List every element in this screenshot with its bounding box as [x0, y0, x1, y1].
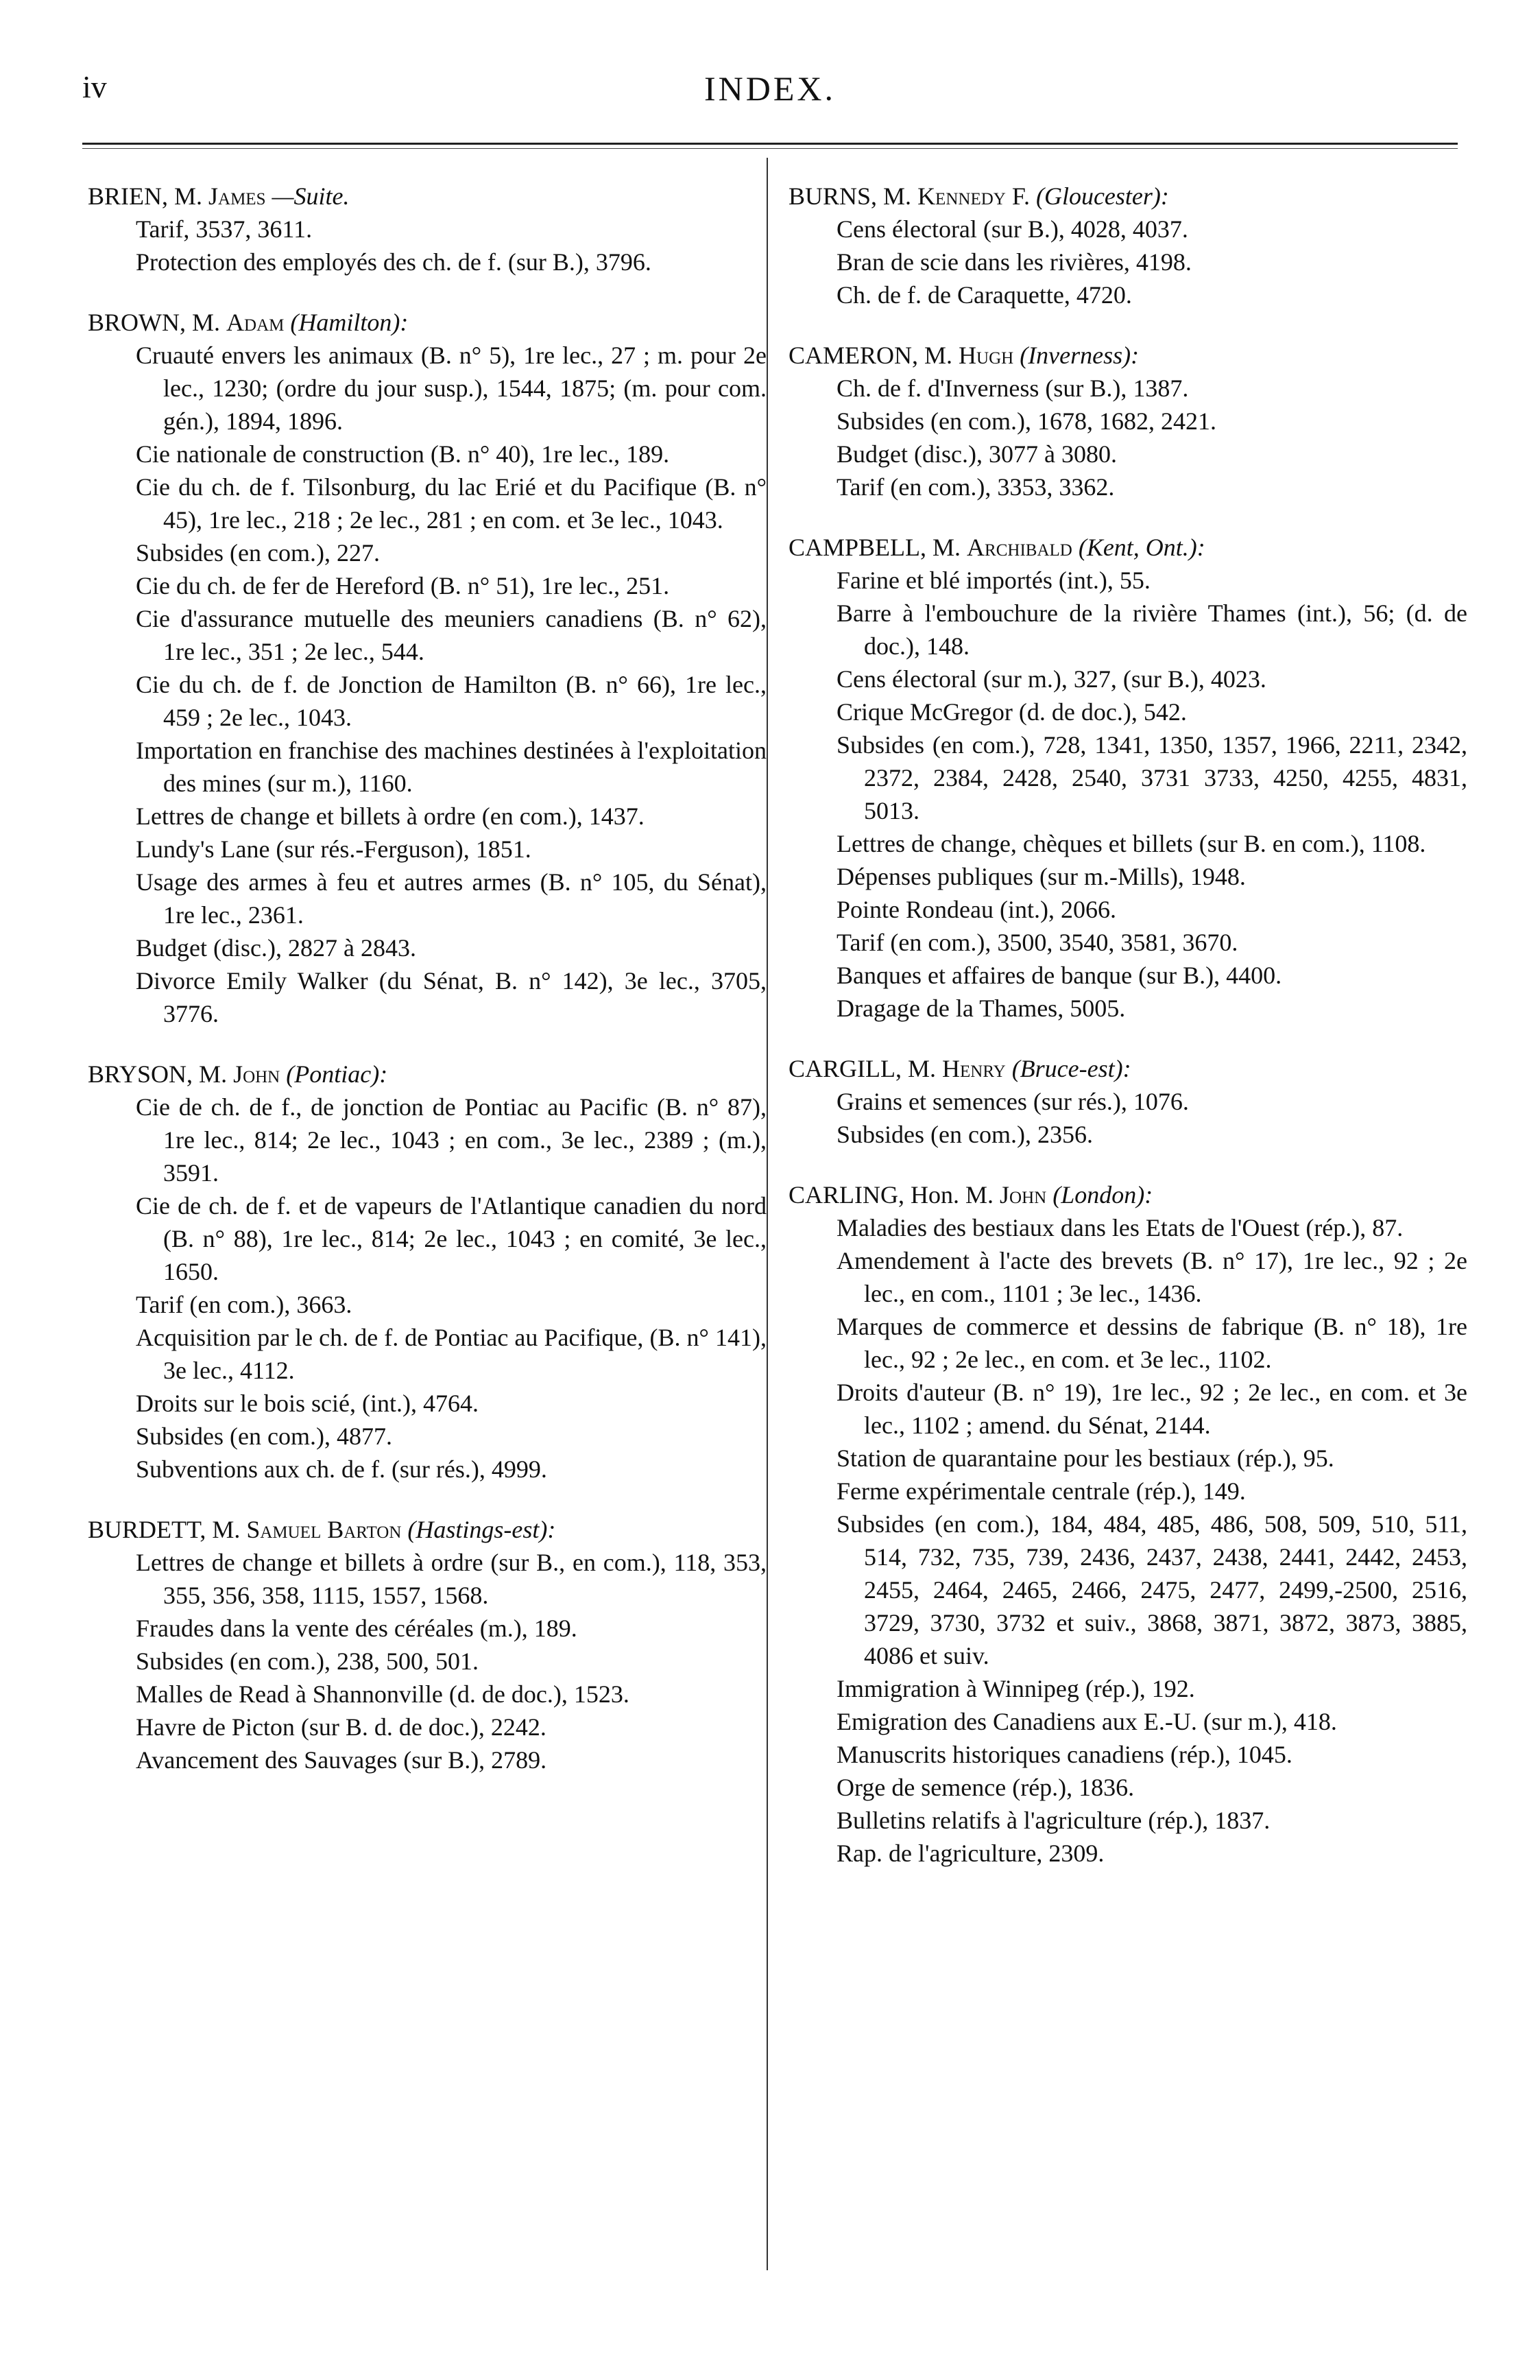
entry-item: Lundy's Lane (sur rés.-Ferguson), 1851. — [136, 835, 531, 863]
entry-item: Tarif (en com.), 3500, 3540, 3581, 3670. — [837, 929, 1238, 956]
entry-item: Droits d'auteur (B. n° 19), 1re lec., 92 ; 2e lec., en com. et 3e lec., 1102 ; amend. du Sénat, 2144. — [837, 1379, 1467, 1439]
member-seat: (London): — [1052, 1181, 1153, 1209]
entry-item: Amendement à l'acte des brevets (B. n° 17), 1re lec., 92 ; 2e lec., en com., 1101 ; 3e lec., 1436. — [837, 1247, 1467, 1307]
member-name: CARGILL, M. — [789, 1055, 936, 1082]
entry-item: Immigration à Winnipeg (rép.), 192. — [837, 1675, 1195, 1702]
member-name: BROWN, M. — [88, 309, 221, 336]
entry-item: Acquisition par le ch. de f. de Pontiac au Pacifique, (B. n° 141), 3e lec., 4112. — [136, 1324, 767, 1384]
member-given-name: John — [233, 1060, 280, 1088]
member-seat: (Hamilton): — [290, 309, 409, 336]
entry-item: Cie du ch. de f. Tilsonburg, du lac Erié et du Pacifique (B. n° 45), 1re lec., 218 ; 2e lec., 281 ; en com. et 3e lec., 1043. — [136, 473, 767, 534]
entry-item: Manuscrits historiques canadiens (rép.), 1045. — [837, 1741, 1292, 1768]
entry-item: Droits sur le bois scié, (int.), 4764. — [136, 1390, 479, 1417]
entry-item: Subsides (en com.), 4877. — [136, 1423, 392, 1450]
entry-item: Subsides (en com.), 227. — [136, 539, 380, 567]
member-given-name: Henry — [942, 1055, 1006, 1082]
entry-item: Divorce Emily Walker (du Sénat, B. n° 142), 3e lec., 3705, 3776. — [136, 967, 767, 1027]
member-seat: (Kent, Ont.): — [1078, 534, 1205, 561]
entry-heading — [88, 1513, 767, 1546]
entry-heading — [789, 180, 1467, 213]
entry-item: Grains et semences (sur rés.), 1076. — [837, 1088, 1189, 1115]
member-given-name: John — [1000, 1181, 1047, 1209]
index-entry — [88, 306, 767, 1030]
entry-item: Protection des employés des ch. de f. (sur B.), 3796. — [136, 248, 651, 276]
index-entry — [88, 1058, 767, 1486]
index-entry — [88, 180, 767, 278]
entry-item: Subsides (en com.), 1678, 1682, 2421. — [837, 407, 1216, 435]
entry-item: Ch. de f. d'Inverness (sur B.), 1387. — [837, 374, 1189, 402]
member-given-name: Archibald — [967, 534, 1072, 561]
entry-item: Malles de Read à Shannonville (d. de doc.), 1523. — [136, 1680, 629, 1708]
entry-item: Dépenses publiques (sur m.-Mills), 1948. — [837, 863, 1246, 890]
member-given-name: Kennedy F. — [917, 182, 1030, 210]
member-name: BRYSON, M. — [88, 1060, 228, 1088]
entry-heading — [789, 339, 1467, 372]
entry-item: Subsides (en com.), 728, 1341, 1350, 1357, 1966, 2211, 2342, 2372, 2384, 2428, 2540, 3731 3733, 4250, 4255, 4831, 5013. — [837, 731, 1467, 824]
entry-item: Budget (disc.), 3077 à 3080. — [837, 440, 1117, 468]
entry-item: Marques de commerce et dessins de fabrique (B. n° 18), 1re lec., 92 ; 2e lec., en com. et 3e lec., 1102. — [837, 1313, 1467, 1373]
entry-item: Emigration des Canadiens aux E.-U. (sur m.), 418. — [837, 1708, 1337, 1735]
page-header — [82, 69, 1458, 117]
entry-heading — [88, 1058, 767, 1091]
entry-item: Tarif, 3537, 3611. — [136, 215, 313, 243]
entry-item: Maladies des bestiaux dans les Etats de l'Ouest (rép.), 87. — [837, 1214, 1404, 1241]
member-name: BRIEN, M. — [88, 182, 203, 210]
entry-item: Lettres de change et billets à ordre (sur B., en com.), 118, 353, 355, 356, 358, 1115, 1557, 1568. — [136, 1549, 767, 1609]
entry-item: Orge de semence (rép.), 1836. — [837, 1774, 1135, 1801]
entry-item: Cens électoral (sur m.), 327, (sur B.), 4023. — [837, 665, 1266, 693]
entry-item: Subsides (en com.), 238, 500, 501. — [136, 1647, 479, 1675]
member-seat: —Suite. — [272, 182, 350, 210]
header-rule-thin — [82, 148, 1458, 149]
entry-item: Station de quarantaine pour les bestiaux (rép.), 95. — [837, 1444, 1334, 1472]
member-name: BURNS, M. — [789, 182, 912, 210]
member-seat: (Gloucester): — [1035, 182, 1169, 210]
entry-item: Cie du ch. de f. de Jonction de Hamilton (B. n° 66), 1re lec., 459 ; 2e lec., 1043. — [136, 671, 767, 731]
entry-item: Crique McGregor (d. de doc.), 542. — [837, 698, 1187, 726]
entry-item: Subventions aux ch. de f. (sur rés.), 4999. — [136, 1455, 547, 1483]
entry-item: Cie d'assurance mutuelle des meuniers canadiens (B. n° 62), 1re lec., 351 ; 2e lec., 544. — [136, 605, 767, 665]
member-name: CAMERON, M. — [789, 342, 953, 369]
entry-item: Dragage de la Thames, 5005. — [837, 995, 1126, 1022]
entry-item: Subsides (en com.), 184, 484, 485, 486, 508, 509, 510, 511, 514, 732, 735, 739, 2436, 2437, 2438, 2441, 2442, 2453, 2455, 2464, 2465, 2466, 2475, 2477, 2499,-2500, 2516, 3729, 3730, 3732 et suiv., 3868, 3871, 3872, 3873, 3885, 4086 et suiv. — [837, 1510, 1467, 1669]
entry-heading — [789, 531, 1467, 564]
entry-item: Lettres de change et billets à ordre (en com.), 1437. — [136, 802, 645, 830]
member-given-name: James — [208, 182, 266, 210]
index-entry — [789, 531, 1467, 1025]
entry-item: Ferme expérimentale centrale (rép.), 149. — [837, 1477, 1246, 1505]
page-number: iv — [82, 69, 107, 104]
entry-item: Cie de ch. de f. et de vapeurs de l'Atlantique canadien du nord (B. n° 88), 1re lec., 814; 2e lec., 1043 ; en comité, 3e lec., 1650. — [136, 1192, 767, 1285]
entry-item: Banques et affaires de banque (sur B.), 4400. — [837, 962, 1282, 989]
index-entry — [88, 1513, 767, 1776]
member-seat: (Hastings-est): — [407, 1516, 556, 1543]
entry-item: Budget (disc.), 2827 à 2843. — [136, 934, 416, 962]
entry-item: Subsides (en com.), 2356. — [837, 1121, 1093, 1148]
member-seat: (Inverness): — [1020, 342, 1140, 369]
entry-item: Usage des armes à feu et autres armes (B. n° 105, du Sénat), 1re lec., 2361. — [136, 868, 767, 929]
entry-item: Pointe Rondeau (int.), 2066. — [837, 896, 1116, 923]
entry-item: Bulletins relatifs à l'agriculture (rép.), 1837. — [837, 1807, 1271, 1834]
member-given-name: Adam — [226, 309, 285, 336]
right-column — [789, 180, 1467, 1897]
entry-heading — [789, 1178, 1467, 1211]
entry-item: Importation en franchise des machines destinées à l'exploitation des mines (sur m.), 1160. — [136, 737, 767, 797]
entry-item: Cie de ch. de f., de jonction de Pontiac au Pacific (B. n° 87), 1re lec., 814; 2e lec., 1043 ; en com., 3e lec., 2389 ; (m.), 3591. — [136, 1093, 767, 1187]
member-name: CAMPBELL, M. — [789, 534, 961, 561]
member-name: BURDETT, M. — [88, 1516, 241, 1543]
member-name: CARLING, Hon. M. — [789, 1181, 994, 1209]
entry-item: Farine et blé importés (int.), 55. — [837, 567, 1151, 594]
index-entry — [789, 1178, 1467, 1870]
entry-item: Bran de scie dans les rivières, 4198. — [837, 248, 1192, 276]
entry-item: Tarif (en com.), 3663. — [136, 1291, 352, 1318]
entry-item: Rap. de l'agriculture, 2309. — [837, 1840, 1105, 1867]
entry-heading — [789, 1052, 1467, 1085]
index-entry — [789, 180, 1467, 311]
index-entry — [789, 1052, 1467, 1151]
entry-item: Cie du ch. de fer de Hereford (B. n° 51), 1re lec., 251. — [136, 572, 670, 599]
entry-item: Cens électoral (sur B.), 4028, 4037. — [837, 215, 1188, 243]
entry-item: Havre de Picton (sur B. d. de doc.), 2242. — [136, 1713, 546, 1741]
left-column — [88, 180, 767, 1804]
entry-item: Cruauté envers les animaux (B. n° 5), 1re lec., 27 ; m. pour 2e lec., 1230; (ordre du jour susp.), 1544, 1875; (m. pour com. gén.), 1894, 1896. — [136, 342, 767, 435]
entry-item: Barre à l'embouchure de la rivière Thames (int.), 56; (d. de doc.), 148. — [837, 599, 1467, 660]
entry-heading — [88, 306, 767, 339]
entry-item: Lettres de change, chèques et billets (sur B. en com.), 1108. — [837, 830, 1426, 857]
entry-item: Fraudes dans la vente des céréales (m.), 189. — [136, 1615, 577, 1642]
member-seat: (Pontiac): — [286, 1060, 388, 1088]
entry-item: Tarif (en com.), 3353, 3362. — [837, 473, 1115, 501]
entry-item: Ch. de f. de Caraquette, 4720. — [837, 281, 1132, 309]
entry-item: Cie nationale de construction (B. n° 40), 1re lec., 189. — [136, 440, 670, 468]
entry-heading — [88, 180, 767, 213]
column-divider — [767, 158, 768, 2270]
page-title: INDEX. — [703, 69, 837, 108]
header-rule — [82, 143, 1458, 145]
index-entry — [789, 339, 1467, 503]
member-seat: (Bruce-est): — [1011, 1055, 1131, 1082]
member-given-name: Hugh — [959, 342, 1014, 369]
entry-item: Avancement des Sauvages (sur B.), 2789. — [136, 1746, 547, 1774]
member-given-name: Samuel Barton — [246, 1516, 402, 1543]
